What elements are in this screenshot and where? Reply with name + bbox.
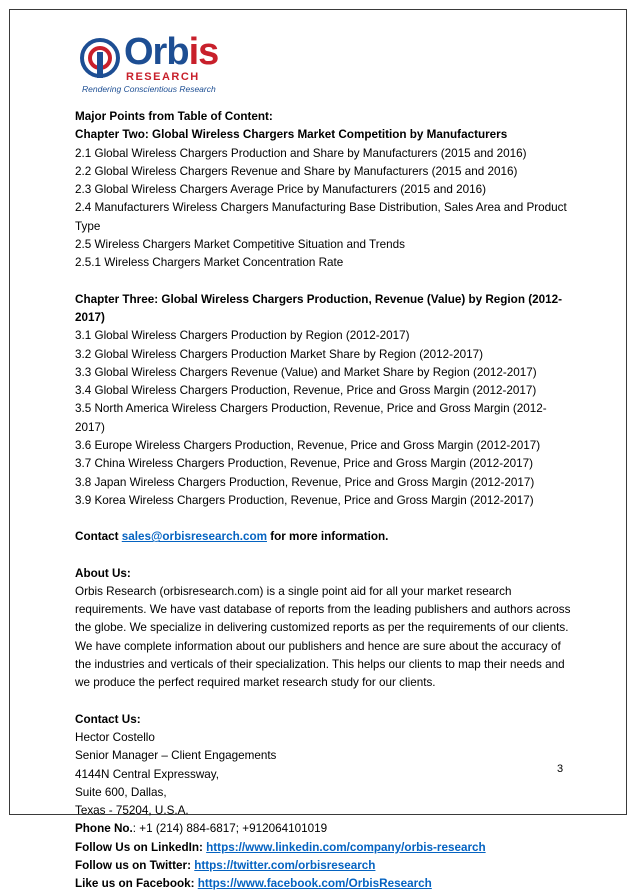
chapter2-title: Chapter Two: Global Wireless Chargers Market Competition by Manufacturers [75,128,508,142]
page-number: 3 [557,763,564,775]
email-link[interactable]: sales@orbisresearch.com [121,530,267,544]
toc-item: 3.1 Global Wireless Chargers Production by Region (2012-2017) [75,329,410,343]
toc-item: 3.8 Japan Wireless Chargers Production, Revenue, Price and Gross Margin (2012-2017) [75,475,535,489]
toc-item: 2.5.1 Wireless Chargers Market Concentration Rate [75,256,344,270]
about-heading: About Us: [75,566,131,580]
contact-phone: Phone No.: +1 (214) 884-6817; +912064101019 [75,822,328,836]
about-line: the industries and verticals of their specialization. This helps our clients to map their needs and [75,658,565,672]
about-line: Orbis Research (orbisresearch.com) is a single point aid for all your market research [75,584,512,598]
about-line: requirements. We have vast database of reports from the leading publishers and authors across [75,603,571,617]
orbis-logo [80,31,220,100]
logo-name: Orbis [124,31,219,73]
contact-heading: Contact Us: [75,712,141,726]
linkedin-link[interactable]: https://www.linkedin.com/company/orbis-research [206,840,486,854]
about-line: the globe. We specialize in delivering customized reports as per the requirements of our clients. [75,621,569,635]
contact-name: Hector Costello [75,730,155,744]
toc-item: 2.3 Global Wireless Chargers Average Price by Manufacturers (2015 and 2016) [75,183,487,197]
toc-item: 3.4 Global Wireless Chargers Production, Revenue, Price and Gross Margin (2012-2017) [75,384,537,398]
toc-item: 2.4 Manufacturers Wireless Chargers Manufacturing Base Distribution, Sales Area and Product [75,201,567,215]
orbis-logo-icon [80,38,120,78]
logo-subtitle: RESEARCH [126,71,200,83]
toc-item: 3.3 Global Wireless Chargers Revenue (Value) and Market Share by Region (2012-2017) [75,365,537,379]
toc-heading: Major Points from Table of Content: [75,110,273,123]
toc-item: 2.2 Global Wireless Chargers Revenue and Share by Manufacturers (2015 and 2016) [75,164,518,178]
toc-item: 2.5 Wireless Chargers Market Competitive Situation and Trends [75,238,405,252]
document-body [75,108,575,894]
contact-address: Texas - 75204, U.S.A. [75,804,189,818]
twitter-line: Follow us on Twitter: https://twitter.com/orbisresearch [75,858,376,872]
contact-address: Suite 600, Dallas, [75,785,167,799]
toc-item: 3.7 China Wireless Chargers Production, Revenue, Price and Gross Margin (2012-2017) [75,457,533,471]
chapter3-title: Chapter Three: Global Wireless Chargers Production, Revenue (Value) by Region (2012-2017) [75,292,562,324]
twitter-link[interactable]: https://twitter.com/orbisresearch [194,858,376,872]
linkedin-line: Follow Us on LinkedIn: https://www.linkedin.com/company/orbis-research [75,840,486,854]
logo-tagline: Rendering Conscientious Research [82,84,216,94]
toc-item: 3.9 Korea Wireless Chargers Production, Revenue, Price and Gross Margin (2012-2017) [75,493,534,507]
toc-item: 2.1 Global Wireless Chargers Production and Share by Manufacturers (2015 and 2016) [75,146,527,160]
toc-item: Type [75,219,101,233]
facebook-line: Like us on Facebook: https://www.facebook.com/OrbisResearch [75,877,432,891]
about-line: we produce the perfect required market research study for our clients. [75,676,436,690]
facebook-link[interactable]: https://www.facebook.com/OrbisResearch [197,877,432,891]
toc-item: 3.5 North America Wireless Chargers Production, Revenue, Price and Gross Margin (2012-2017) [75,402,547,434]
contact-role: Senior Manager – Client Engagements [75,749,277,763]
toc-item: 3.2 Global Wireless Chargers Production Market Share by Region (2012-2017) [75,347,483,361]
toc-item: 3.6 Europe Wireless Chargers Production, Revenue, Price and Gross Margin (2012-2017) [75,439,541,453]
contact-line: Contact sales@orbisresearch.com for more information. [75,530,389,544]
about-line: We have complete information about our publishers and hence are sure about the accuracy of [75,639,561,653]
contact-address: 4144N Central Expressway, [75,767,219,781]
